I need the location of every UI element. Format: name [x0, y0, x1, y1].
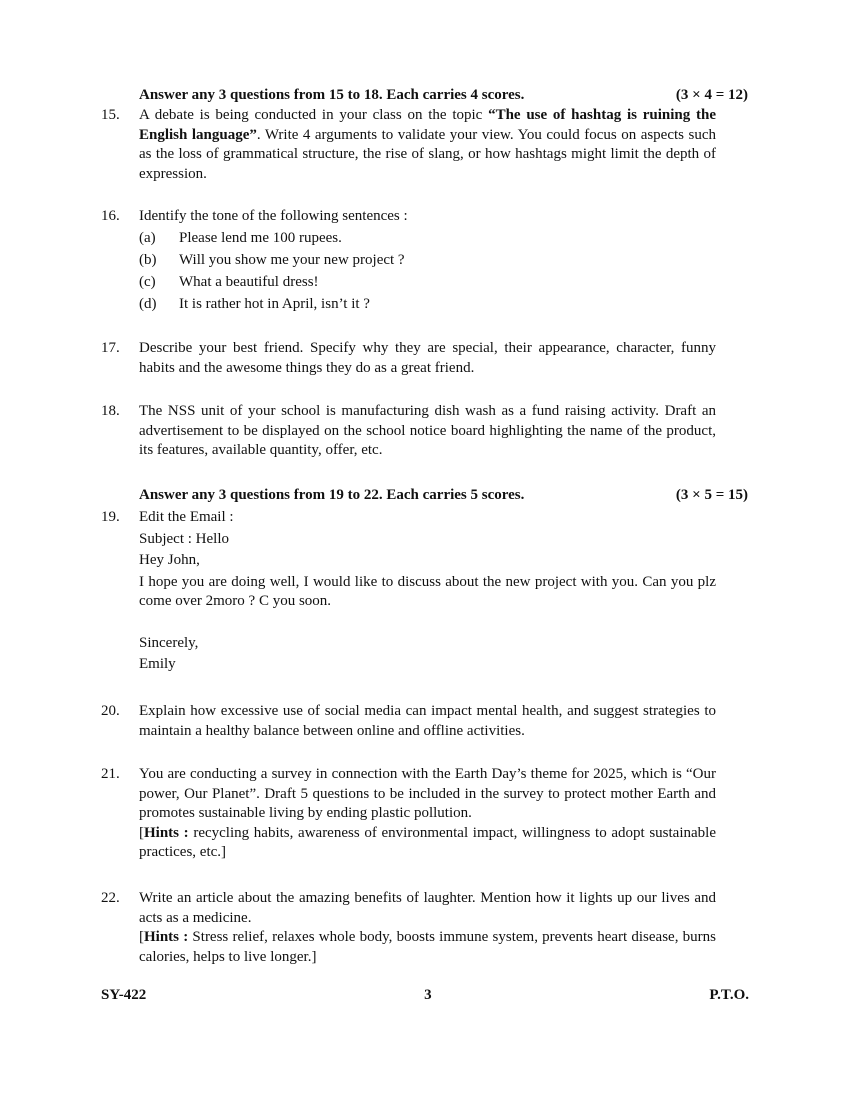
- option-label: (b): [139, 251, 157, 268]
- question-15: [101, 106, 716, 184]
- option-label: (a): [139, 229, 156, 246]
- option-text: What a beautiful dress!: [179, 273, 319, 290]
- hints-label: Hints :: [144, 824, 189, 841]
- option-d: [139, 295, 716, 317]
- hints-text: recycling habits, awareness of environmental impact, willingness to adopt sustainable practices, etc.]: [139, 824, 716, 860]
- email-greeting: Hey John,: [139, 552, 200, 568]
- q15-text-pre: A debate is being conducted in your class on the topic: [139, 107, 489, 123]
- hints-label: Hints :: [144, 929, 189, 945]
- q22-text: Write an article about the amazing benefits of laughter. Mention how it lights up our lives and acts as a medicine.: [139, 890, 716, 926]
- section-2-marks: (3 × 5 = 15): [675, 487, 748, 503]
- question-number: 19.: [101, 509, 120, 525]
- email-body: I hope you are doing well, I would like to discuss about the new project with you. Can you plz come over 2moro ? C you soon.: [139, 573, 716, 609]
- q21-hints: [Hints : recycling habits, awareness of environmental impact, willingness to adopt sustainable practices, etc.]: [139, 824, 716, 860]
- q22-hints: [Hints : Stress relief, relaxes whole body, boosts immune system, prevents heart disease, burns calories, helps to live longer.]: [139, 929, 716, 965]
- section-2-header: [139, 486, 748, 506]
- question-number: 18.: [101, 403, 120, 419]
- q15-text-post: . Write 4 arguments to validate your view. You could focus on aspects such as the loss of grammatical structure, the rise of slang, or how hashtags might limit the depth of expression.: [139, 126, 716, 182]
- question-16: [101, 207, 716, 317]
- q17-text: Describe your best friend. Specify why they are special, their appearance, character, funny habits and the awesome things they do as a great friend.: [139, 340, 716, 376]
- option-b: [139, 251, 716, 273]
- email-signature: Emily: [139, 656, 176, 672]
- question-18: [101, 402, 716, 461]
- question-number: 17.: [101, 340, 120, 356]
- option-label: (c): [139, 273, 156, 290]
- section-2-instruction: Answer any 3 questions from 19 to 22. Each carries 5 scores.: [139, 487, 525, 503]
- question-number: 16.: [101, 208, 120, 224]
- option-a: [139, 229, 716, 251]
- question-number: 20.: [101, 703, 120, 719]
- question-number: 22.: [101, 890, 120, 906]
- q15-debate-topic: “The use of hashtag is ruining the English language”: [139, 107, 716, 143]
- option-text: Please lend me 100 rupees.: [179, 229, 342, 246]
- question-21: [101, 765, 716, 863]
- question-22: [101, 889, 716, 967]
- option-label: (d): [139, 295, 157, 312]
- email-subject: Subject : Hello: [139, 530, 229, 547]
- question-number: 21.: [101, 766, 120, 782]
- section-1-header: [139, 86, 748, 106]
- q20-text: Explain how excessive use of social media can impact mental health, and suggest strategies to maintain a healthy balance between online and offline activities.: [139, 703, 716, 739]
- option-text: Will you show me your new project ?: [179, 251, 405, 268]
- q16-options: [139, 229, 716, 317]
- section-1-marks: (3 × 4 = 12): [675, 87, 748, 103]
- pto-label: P.T.O.: [709, 987, 749, 1003]
- q19-title: Edit the Email :: [139, 509, 234, 525]
- question-17: [101, 339, 716, 378]
- q21-text: You are conducting a survey in connection with the Earth Day’s theme for 2025, which is “Our power, Our Planet”. Draft 5 questions to be included in the survey to protect mother Earth and promotes sustainable living by ending plastic pollution.: [139, 766, 716, 821]
- email-closing: Sincerely,: [139, 634, 199, 651]
- q16-text: Identify the tone of the following sentences :: [139, 208, 408, 224]
- paper-code: SY-422: [101, 987, 147, 1003]
- option-text: It is rather hot in April, isn’t it ?: [179, 295, 370, 312]
- question-20: [101, 702, 716, 741]
- hints-text: Stress relief, relaxes whole body, boosts immune system, prevents heart disease, burns calories, helps to live longer.]: [139, 929, 716, 965]
- page-number: 3: [424, 987, 432, 1003]
- question-19: [101, 508, 716, 677]
- page-footer: [101, 986, 749, 1006]
- q18-text: The NSS unit of your school is manufacturing dish wash as a fund raising activity. Draft an advertisement to be displayed on the school notice board highlighting the name of the product, its features, available quantity, offer, etc.: [139, 403, 716, 458]
- question-number: 15.: [101, 107, 120, 123]
- section-1-instruction: Answer any 3 questions from 15 to 18. Each carries 4 scores.: [139, 87, 525, 103]
- option-c: [139, 273, 716, 295]
